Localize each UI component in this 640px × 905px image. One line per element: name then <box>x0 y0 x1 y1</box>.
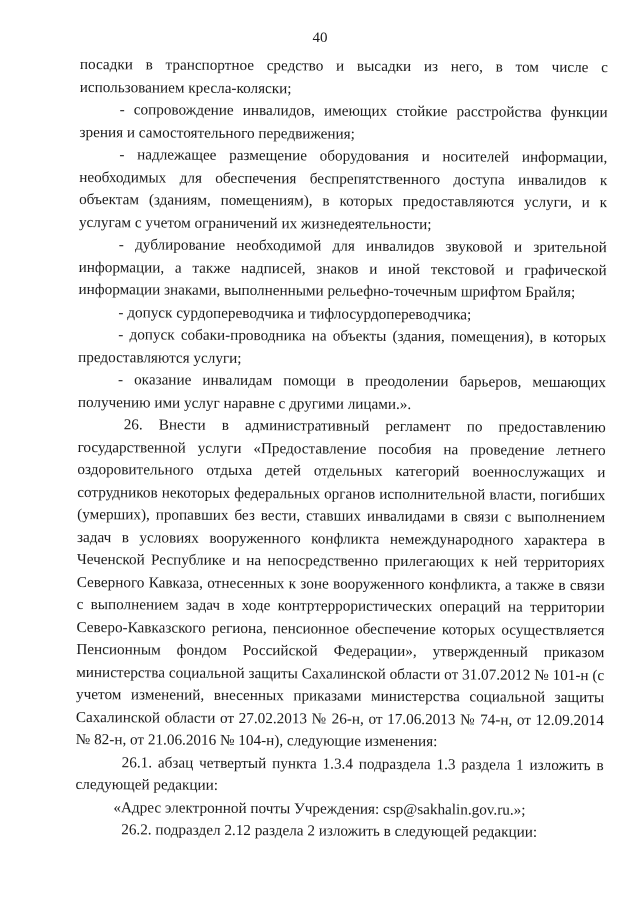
paragraph-transport: посадки в транспортное средство и высадки из него, в том числе с использованием кресла-коляски; <box>79 55 608 97</box>
paragraph-email: «Адрес электронной почты Учреждения: csp@sakhalin.gov.ru.»; <box>113 798 526 819</box>
list-item-guide-dog: - допуск собаки-проводника на объекты (здания, помещения), в которых предоставляются услуги; <box>78 326 607 367</box>
list-item-duplication: - дублирование необходимой для инвалидов звуковой и зрительной информации, а также надписей, знаков и иной текстовой и графической информации знаками, выполненными рельефно-точечным шрифтом Брайля; <box>78 236 607 302</box>
page-number: 40 <box>312 30 328 46</box>
list-item-interpreter: - допуск сурдопереводчика и тифлосурдопереводчика; <box>118 303 472 323</box>
list-item-equipment: - надлежащее размещение оборудования и носителей информации, необходимых для обеспечения беспрепятственного доступа инвалидов к объектам (зданиям, помещениям), в которых предоставляются услуги, и к услугам с учетом ограничений их жизнедеятельности; <box>78 146 608 233</box>
paragraph-26-2: 26.2. подраздел 2.12 раздела 2 изложить в следующей редакции: <box>121 821 538 841</box>
paragraph-26-1: 26.1. абзац четвертый пункта 1.3.4 подраздела 1.3 раздела 1 изложить в следующей редакции: <box>75 753 604 794</box>
document-body <box>75 54 608 845</box>
list-item-assistance: - оказание инвалидам помощи в преодолении барьеров, мешающих получению ими услуг наравне с другими лицами.». <box>77 371 607 413</box>
list-item-escort: - сопровождение инвалидов, имеющих стойкие расстройства функции зрения и самостоятельного передвижения; <box>79 101 608 143</box>
paragraph-26: 26. Внести в административный регламент по предоставлению государственной услуги «Предоставление пособия на проведение летнего оздоровительного отдыха детей отдельных категорий военнослужащих и сотрудников некоторых федеральных органов исполнительной власти, погибших (умерших), пропавших без вести, ставших инвалидами в связи с выполнением задач в условиях вооруженного конфликта немеждународного характера в Чеченской Республике и на непосредственно прилегающих к ней территориях Северного Кавказа, отнесенных к зоне вооруженного конфликта, а также в связи с выполнением задач в ходе контртеррористических операций на территории Северо-Кавказского региона, пенсионное обеспечение которых осуществляется Пенсионным фондом Российской Федерации», утвержденный приказом министерства социальной защиты Сахалинской области от 31.07.2012 № 101-н (с учетом изменений, внесенных приказами министерства социальной защиты Сахалинской области от 27.02.2013 № 26-н, от 17.06.2013 № 74-н, от 12.09.2014 № 82-н, от 21.06.2016 № 104-н), следующие изменения: <box>75 416 606 751</box>
